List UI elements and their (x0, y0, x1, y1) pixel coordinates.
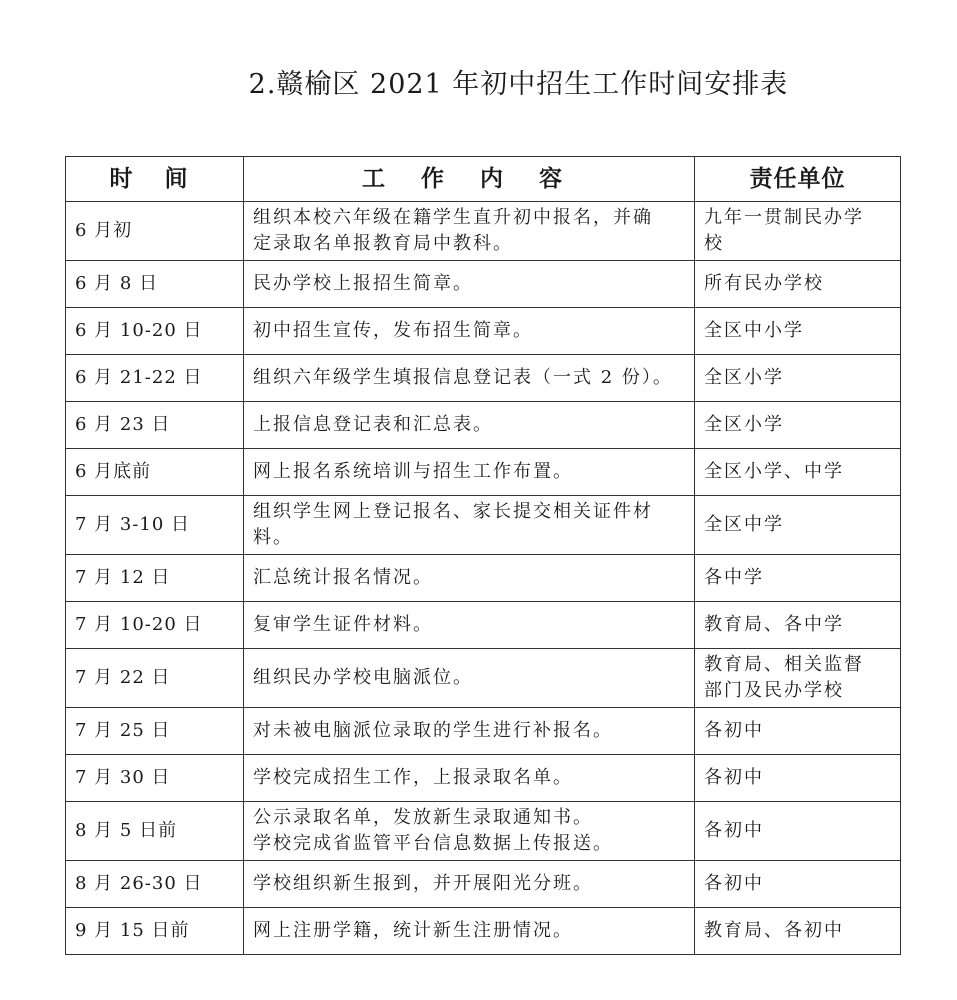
cell-content-line: 组织学生网上登记报名、家长提交相关证件材 (253, 501, 653, 522)
cell-content (244, 802, 695, 861)
cell-unit-line: 全区中小学 (704, 320, 804, 341)
table-row (66, 649, 901, 708)
header-content: 工 作 内 容 (244, 157, 695, 202)
table-row (66, 755, 901, 802)
cell-content (244, 908, 695, 955)
cell-content-line: 学校完成招生工作，上报录取名单。 (253, 767, 573, 788)
cell-unit-line: 校 (704, 233, 724, 254)
cell-content (244, 449, 695, 496)
table-row (66, 202, 901, 261)
cell-content (244, 861, 695, 908)
cell-date: 7 月 3-10 日 (66, 496, 244, 555)
cell-date: 6 月 8 日 (66, 261, 244, 308)
cell-unit-line: 各初中 (704, 820, 764, 841)
cell-unit (695, 261, 901, 308)
table-row (66, 308, 901, 355)
table-row (66, 802, 901, 861)
cell-content (244, 708, 695, 755)
table-row (66, 708, 901, 755)
cell-content-line: 料。 (253, 527, 293, 548)
cell-unit (695, 202, 901, 261)
cell-content-line: 学校组织新生报到，并开展阳光分班。 (253, 873, 593, 894)
cell-unit (695, 496, 901, 555)
cell-unit-line: 所有民办学校 (704, 273, 824, 294)
table-row (66, 402, 901, 449)
schedule-table (65, 156, 901, 955)
cell-unit (695, 355, 901, 402)
cell-unit (695, 449, 901, 496)
cell-unit-line: 各初中 (704, 873, 764, 894)
cell-date: 6 月 10-20 日 (66, 308, 244, 355)
cell-content-line: 组织本校六年级在籍学生直升初中报名，并确 (253, 207, 653, 228)
cell-date: 8 月 26-30 日 (66, 861, 244, 908)
cell-date: 9 月 15 日前 (66, 908, 244, 955)
cell-date: 7 月 12 日 (66, 555, 244, 602)
cell-content-line: 上报信息登记表和汇总表。 (253, 414, 493, 435)
cell-unit-line: 各初中 (704, 720, 764, 741)
table-header-row (66, 157, 901, 202)
cell-date: 6 月 21-22 日 (66, 355, 244, 402)
cell-unit-line: 教育局、各中学 (704, 614, 844, 635)
header-unit: 责任单位 (695, 157, 901, 202)
cell-unit-line: 教育局、各初中 (704, 920, 844, 941)
cell-unit (695, 755, 901, 802)
table-row (66, 355, 901, 402)
cell-date: 6 月 23 日 (66, 402, 244, 449)
cell-content-line: 组织六年级学生填报信息登记表（一式 2 份）。 (253, 367, 673, 388)
cell-content-line: 公示录取名单，发放新生录取通知书。 (253, 807, 593, 828)
cell-content (244, 202, 695, 261)
cell-content-line: 对未被电脑派位录取的学生进行补报名。 (253, 720, 613, 741)
cell-content (244, 402, 695, 449)
cell-content (244, 355, 695, 402)
cell-content-line: 汇总统计报名情况。 (253, 567, 433, 588)
cell-unit-line: 部门及民办学校 (704, 680, 844, 701)
cell-unit-line: 各初中 (704, 767, 764, 788)
cell-content (244, 649, 695, 708)
cell-unit-line: 全区小学 (704, 367, 784, 388)
cell-unit-line: 全区小学、中学 (704, 461, 844, 482)
table-row (66, 555, 901, 602)
cell-unit-line: 九年一贯制民办学 (704, 207, 864, 228)
cell-unit (695, 602, 901, 649)
cell-date: 7 月 10-20 日 (66, 602, 244, 649)
cell-content-line: 定录取名单报教育局中教科。 (253, 233, 513, 254)
cell-unit (695, 555, 901, 602)
cell-unit (695, 402, 901, 449)
cell-date: 6 月底前 (66, 449, 244, 496)
cell-content-line: 网上注册学籍，统计新生注册情况。 (253, 920, 573, 941)
cell-content-line: 学校完成省监管平台信息数据上传报送。 (253, 833, 613, 854)
cell-date: 7 月 30 日 (66, 755, 244, 802)
cell-content (244, 308, 695, 355)
cell-unit (695, 708, 901, 755)
cell-unit (695, 802, 901, 861)
cell-date: 7 月 25 日 (66, 708, 244, 755)
document-title: 2.赣榆区 2021 年初中招生工作时间安排表 (248, 69, 789, 100)
cell-content-line: 组织民办学校电脑派位。 (253, 667, 473, 688)
cell-unit-line: 教育局、相关监督 (704, 654, 864, 675)
table-row (66, 496, 901, 555)
cell-unit-line: 全区小学 (704, 414, 784, 435)
table-row (66, 861, 901, 908)
cell-content (244, 496, 695, 555)
cell-content-line: 网上报名系统培训与招生工作布置。 (253, 461, 573, 482)
cell-unit-line: 全区中学 (704, 514, 784, 535)
table-row (66, 261, 901, 308)
cell-date: 7 月 22 日 (66, 649, 244, 708)
cell-content (244, 755, 695, 802)
cell-unit (695, 908, 901, 955)
cell-unit (695, 649, 901, 708)
cell-content (244, 555, 695, 602)
cell-content-line: 初中招生宣传，发布招生简章。 (253, 320, 533, 341)
table-row (66, 908, 901, 955)
cell-date: 6 月初 (66, 202, 244, 261)
cell-content-line: 民办学校上报招生简章。 (253, 273, 473, 294)
cell-unit-line: 各中学 (704, 567, 764, 588)
header-time: 时 间 (66, 157, 244, 202)
cell-unit (695, 861, 901, 908)
cell-content-line: 复审学生证件材料。 (253, 614, 433, 635)
cell-unit (695, 308, 901, 355)
table-row (66, 602, 901, 649)
table-row (66, 449, 901, 496)
cell-content (244, 602, 695, 649)
cell-date: 8 月 5 日前 (66, 802, 244, 861)
cell-content (244, 261, 695, 308)
